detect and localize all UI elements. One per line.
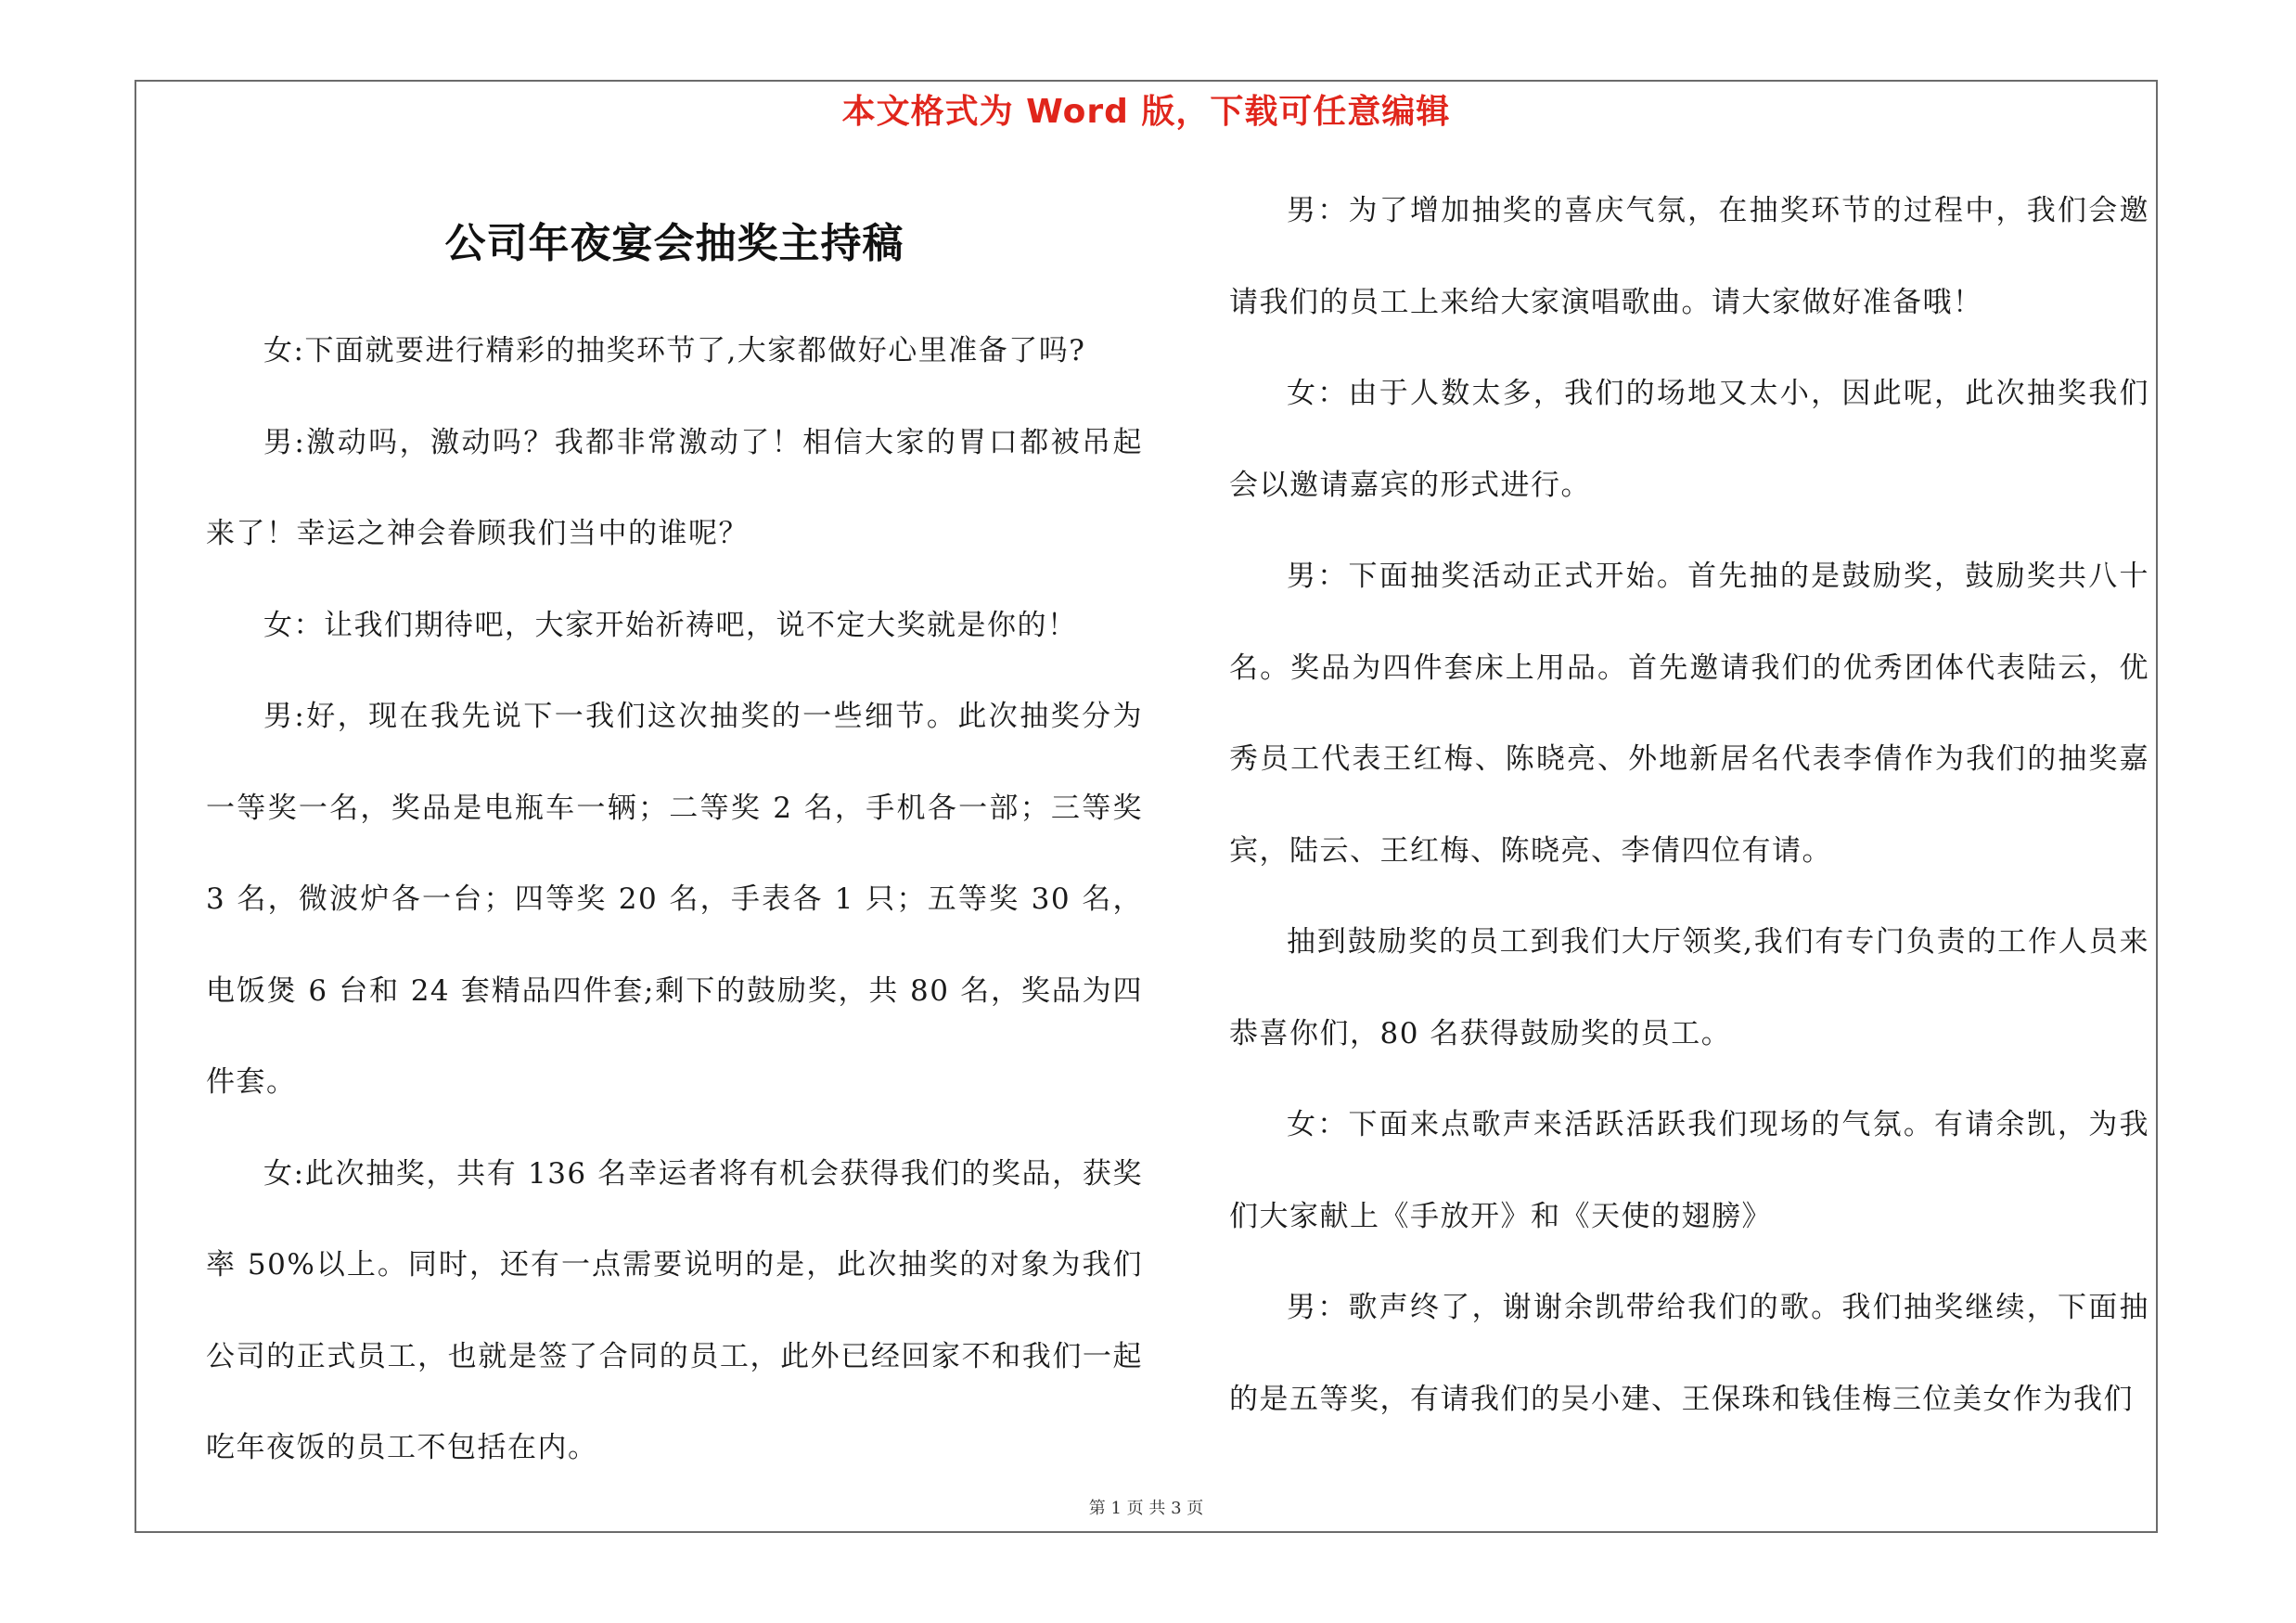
- paragraph: 女:下面就要进行精彩的抽奖环节了,大家都做好心里准备了吗?: [263, 334, 1086, 367]
- paragraph: 抽到鼓励奖的员工到我们大厅领奖,我们有专门负责的工作人员来恭喜你们，80 名获得鼓励奖的员工。: [1229, 925, 2149, 1050]
- paragraph: 女:此次抽奖，共有 136 名幸运者将有机会获得我们的奖品，获奖率 50%以上。同时，还有一点需要说明的是，此次抽奖的对象为我们公司的正式员工，也就是签了合同的员工，此外已经回家不和我们一起吃年夜饭的员工不包括在内。: [206, 1156, 1143, 1464]
- paragraph: 男:激动吗，激动吗？我都非常激动了！相信大家的胃口都被吊起来了！幸运之神会眷顾我们当中的谁呢？: [206, 425, 1143, 550]
- format-banner: 本文格式为 Word 版，下载可任意编辑: [841, 93, 1451, 131]
- paragraph: 男：为了增加抽奖的喜庆气氛，在抽奖环节的过程中，我们会邀请我们的员工上来给大家演唱歌曲。请大家做好准备哦！: [1229, 194, 2149, 319]
- paragraph: 女：由于人数太多，我们的场地又太小，因此呢，此次抽奖我们会以邀请嘉宾的形式进行。: [1229, 377, 2149, 502]
- document-title: 公司年夜宴会抽奖主持稿: [444, 220, 904, 267]
- paragraph: 女：下面来点歌声来活跃活跃我们现场的气氛。有请余凯，为我们大家献上《手放开》和《天使的翅膀》: [1229, 1108, 2149, 1233]
- page-number-footer: 第 1 页 共 3 页: [1088, 1499, 1204, 1518]
- paragraph: 女：让我们期待吧，大家开始祈祷吧，说不定大奖就是你的！: [263, 608, 1078, 642]
- paragraph: 男：歌声终了，谢谢余凯带给我们的歌。我们抽奖继续，下面抽的是五等奖，有请我们的吴小建、王保珠和钱佳梅三位美女作为我们: [1229, 1291, 2149, 1416]
- paragraph: 男：下面抽奖活动正式开始。首先抽的是鼓励奖，鼓励奖共八十名。奖品为四件套床上用品。首先邀请我们的优秀团体代表陆云，优秀员工代表王红梅、陈晓亮、外地新居名代表李倩作为我们的抽奖嘉宾，陆云、王红梅、陈晓亮、李倩四位有请。: [1229, 560, 2149, 868]
- paragraph: 男:好，现在我先说下一我们这次抽奖的一些细节。此次抽奖分为一等奖一名，奖品是电瓶车一辆；二等奖 2 名，手机各一部；三等奖 3 名，微波炉各一台；四等奖 20 名，手表各 1 只；五等奖 30 名，电饭煲 6 台和 24 套精品四件套;剩下的鼓励奖，共 80 名，奖品为四件套。: [206, 700, 1143, 1099]
